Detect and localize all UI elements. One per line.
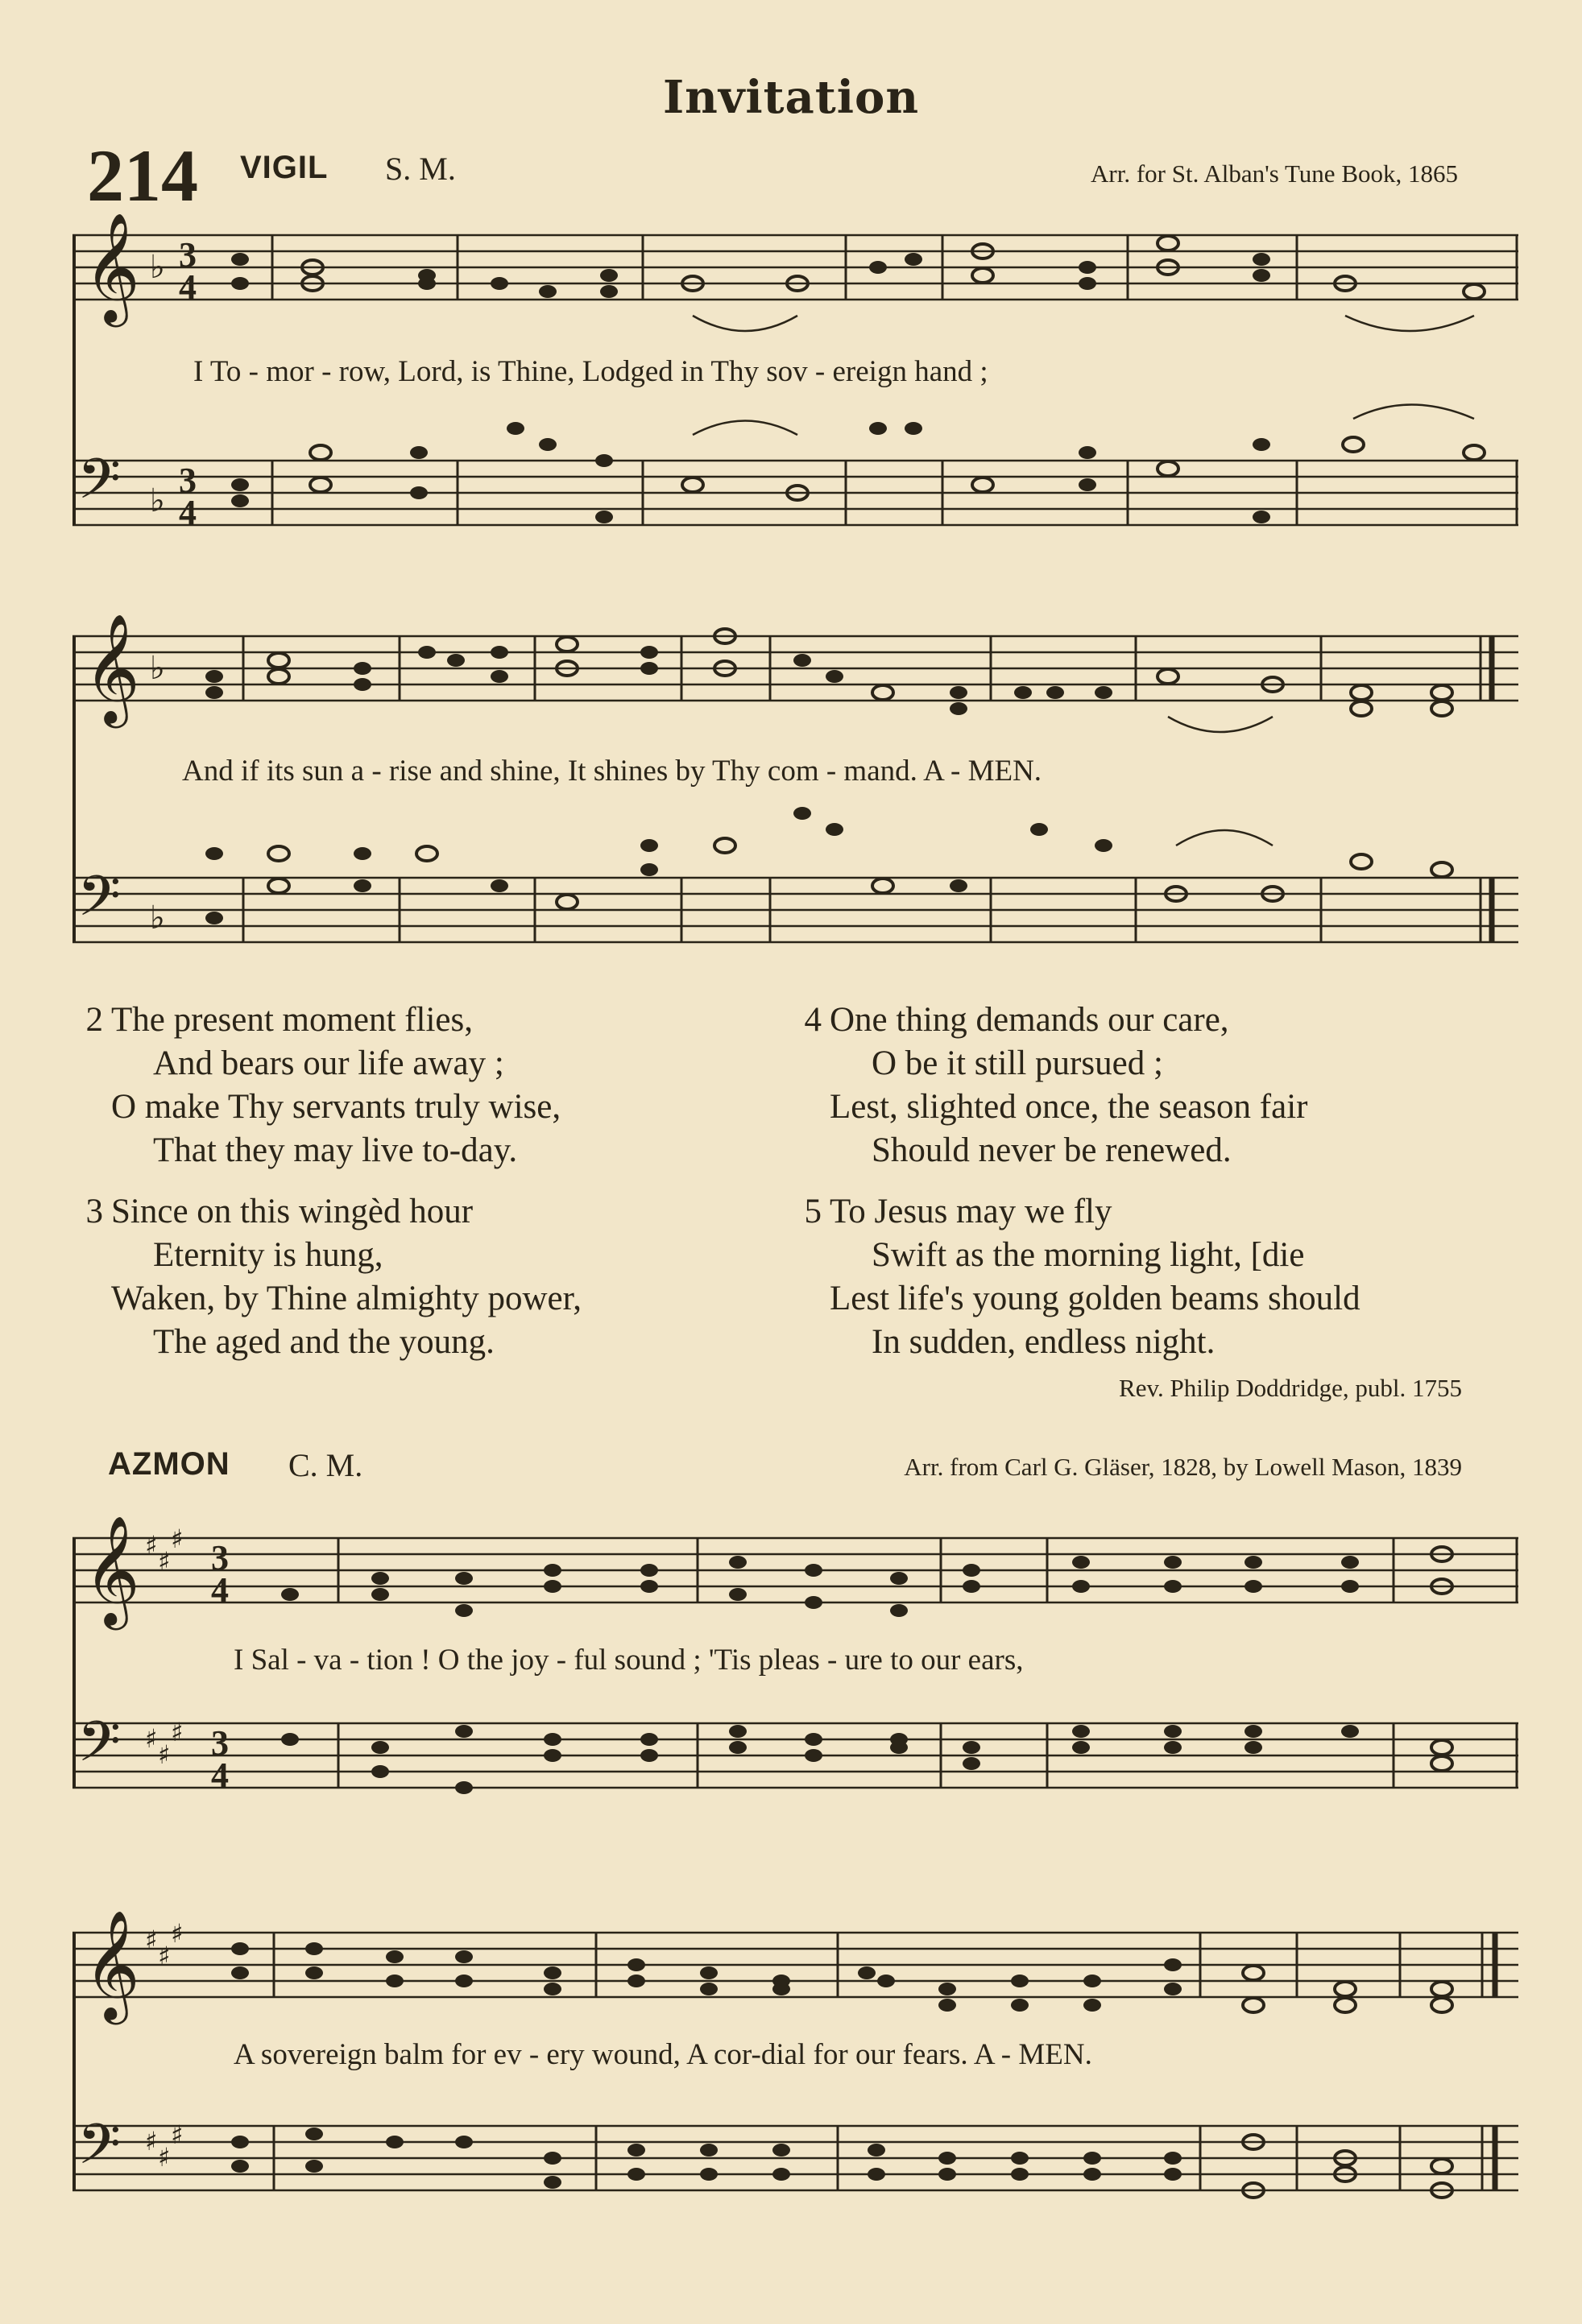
svg-text:𝄞: 𝄞 [84,612,140,723]
svg-text:4: 4 [211,1755,229,1795]
svg-text:♯: ♯ [145,2126,158,2157]
svg-text:3: 3 [211,1538,229,1578]
verse-4: 4 One thing demands our care, O be it still pursued ; Lest, slighted once, the season fair Should never be renewed. [804,1001,1308,1169]
svg-text:3: 3 [179,235,197,275]
svg-text:𝄢: 𝄢 [77,2111,122,2190]
svg-text:3: 3 [179,461,197,500]
author-credit: Rev. Philip Doddridge, publ. 1755 [1119,1374,1462,1402]
svg-text:4: 4 [211,1570,229,1610]
svg-text:♯: ♯ [158,1739,171,1770]
svg-text:♭: ♭ [150,899,165,937]
svg-text:♯: ♯ [158,1546,171,1577]
svg-text:♯: ♯ [171,1918,184,1949]
svg-text:♯: ♯ [171,1717,184,1747]
azmon-lyrics-line-2: A sovereign balm for ev - ery wound, A cor-dial for our fears. A - MEN. [234,2038,1092,2071]
verse-2: 2 The present moment flies, And bears our life away ; O make Thy servants truly wise, That they may live to-day. [85,1001,561,1169]
section-title: Invitation [662,71,920,124]
verse-3: 3 Since on this wingèd hour Eternity is hung, Waken, by Thine almighty power, The aged and the young. [85,1193,582,1361]
tune-name: VIGIL [240,150,329,185]
svg-text:𝄞: 𝄞 [84,211,140,322]
svg-text:𝄢: 𝄢 [77,446,122,525]
svg-text:4: 4 [179,267,197,307]
arrangement-credit-azmon: Arr. from Carl G. Gläser, 1828, by Lowell Mason, 1839 [904,1453,1462,1481]
tune-meter: S. M. [385,151,456,187]
arrangement-credit: Arr. for St. Alban's Tune Book, 1865 [1091,159,1458,188]
svg-text:♯: ♯ [171,1524,184,1554]
svg-text:♯: ♯ [145,1723,158,1754]
hymn-number: 214 [87,134,198,217]
svg-text:♯: ♯ [158,1941,171,1971]
verse-5: 5 To Jesus may we fly Swift as the morning light, [die Lest life's young golden beams should In sudden, endless night. [804,1193,1360,1361]
svg-text:3: 3 [211,1723,229,1763]
svg-text:♭: ♭ [150,249,165,286]
lyrics-line-1: I To - mor - row, Lord, is Thine, Lodged in Thy sov - ereign hand ; [193,355,988,388]
svg-text:𝄢: 𝄢 [77,863,122,942]
tune-name-azmon: AZMON [108,1446,230,1482]
svg-text:♭: ♭ [150,650,165,687]
svg-text:♯: ♯ [171,2119,184,2150]
lyrics-line-2: And if its sun a - rise and shine, It shines by Thy com - mand. A - MEN. [182,755,1042,788]
azmon-lyrics-line-1: I Sal - va - tion ! O the joy - ful sound ; 'Tis pleas - ure to our ears, [234,1644,1024,1677]
svg-text:4: 4 [179,493,197,532]
svg-text:♭: ♭ [150,482,165,519]
svg-text:♯: ♯ [158,2142,171,2173]
svg-text:𝄞: 𝄞 [84,1908,140,2020]
svg-text:𝄞: 𝄞 [84,1514,140,1625]
svg-text:♯: ♯ [145,1530,158,1561]
svg-text:𝄢: 𝄢 [77,1709,122,1788]
tune-meter-azmon: C. M. [288,1447,363,1483]
svg-text:♯: ♯ [145,1925,158,1955]
